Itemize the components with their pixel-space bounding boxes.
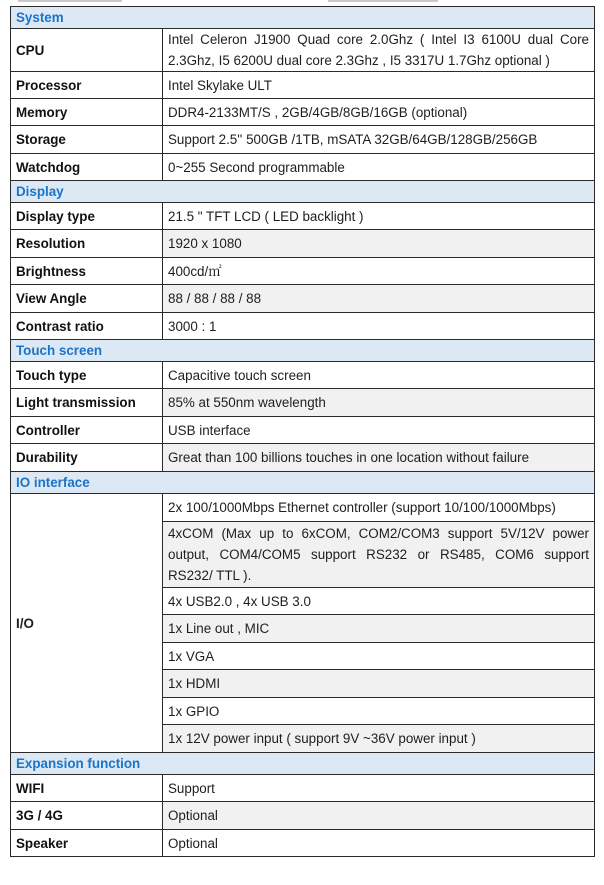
crop-line — [18, 0, 122, 2]
row-label: Brightness — [11, 258, 163, 285]
row-label: Memory — [11, 99, 163, 126]
row-label: Contrast ratio — [11, 313, 163, 340]
row-value: Intel Celeron J1900 Quad core 2.0Ghz ( Intel I3 6100U dual Core 2.3Ghz, I5 6200U dual core 2.3Ghz , I5 3317U 1.7Ghz optional ) — [163, 29, 595, 72]
row-label: Processor — [11, 72, 163, 99]
row-watchdog — [11, 154, 595, 181]
row-speaker — [11, 830, 595, 857]
io-item: 4x USB2.0 , 4x USB 3.0 — [163, 588, 595, 615]
row-brightness — [11, 258, 595, 285]
section-title: Display — [11, 181, 595, 203]
row-touch-type — [11, 362, 595, 389]
row-label: Resolution — [11, 230, 163, 258]
row-value: 3000 : 1 — [163, 313, 595, 340]
row-cellular — [11, 802, 595, 830]
row-value: 85% at 550nm wavelength — [163, 389, 595, 417]
row-value: 88 / 88 / 88 / 88 — [163, 285, 595, 313]
row-value: Optional — [163, 802, 595, 830]
row-label: Speaker — [11, 830, 163, 857]
row-value: Support 2.5'' 500GB /1TB, mSATA 32GB/64GB/128GB/256GB — [163, 126, 595, 154]
row-value: Intel Skylake ULT — [163, 72, 595, 99]
row-label: 3G / 4G — [11, 802, 163, 830]
row-durability — [11, 444, 595, 472]
section-title: Touch screen — [11, 340, 595, 362]
spec-table — [10, 6, 595, 857]
row-value: DDR4-2133MT/S , 2GB/4GB/8GB/16GB (optional) — [163, 99, 595, 126]
row-label: WIFI — [11, 775, 163, 802]
io-item: 1x VGA — [163, 643, 595, 670]
row-label: Storage — [11, 126, 163, 154]
row-label: CPU — [11, 29, 163, 72]
row-value: Great than 100 billions touches in one location without failure — [163, 444, 595, 472]
row-memory — [11, 99, 595, 126]
row-value: Capacitive touch screen — [163, 362, 595, 389]
section-title: IO interface — [11, 472, 595, 494]
section-expansion — [11, 753, 595, 775]
row-value: 1920 x 1080 — [163, 230, 595, 258]
row-label: Display type — [11, 203, 163, 230]
row-contrast — [11, 313, 595, 340]
row-cpu — [11, 29, 595, 72]
io-item: 1x 12V power input ( support 9V ~36V power input ) — [163, 725, 595, 753]
row-processor — [11, 72, 595, 99]
row-label: Light transmission — [11, 389, 163, 417]
section-io — [11, 472, 595, 494]
row-label: Durability — [11, 444, 163, 472]
row-label: Controller — [11, 417, 163, 444]
row-light-transmission — [11, 389, 595, 417]
row-io — [11, 494, 595, 522]
row-controller — [11, 417, 595, 444]
row-value: 0~255 Second programmable — [163, 154, 595, 181]
row-view-angle — [11, 285, 595, 313]
section-title: System — [11, 7, 595, 29]
io-item: 1x HDMI — [163, 670, 595, 698]
section-touch — [11, 340, 595, 362]
row-label: Watchdog — [11, 154, 163, 181]
row-value: USB interface — [163, 417, 595, 444]
section-title: Expansion function — [11, 753, 595, 775]
row-value: 400cd/㎡ — [163, 258, 595, 285]
io-item: 2x 100/1000Mbps Ethernet controller (support 10/100/1000Mbps) — [163, 494, 595, 522]
row-value: Support — [163, 775, 595, 802]
row-resolution — [11, 230, 595, 258]
row-label: I/O — [11, 494, 163, 753]
crop-line — [328, 0, 438, 2]
io-item: 4xCOM (Max up to 6xCOM, COM2/COM3 support 5V/12V power output, COM4/COM5 support RS232 or RS485, COM6 support RS232/ TTL ). — [163, 522, 595, 588]
row-wifi — [11, 775, 595, 802]
row-storage — [11, 126, 595, 154]
row-label: Touch type — [11, 362, 163, 389]
row-display-type — [11, 203, 595, 230]
io-item: 1x GPIO — [163, 698, 595, 725]
row-label: View Angle — [11, 285, 163, 313]
row-value: 21.5 " TFT LCD ( LED backlight ) — [163, 203, 595, 230]
row-value: Optional — [163, 830, 595, 857]
section-display — [11, 181, 595, 203]
io-item: 1x Line out , MIC — [163, 615, 595, 643]
section-system — [11, 7, 595, 29]
